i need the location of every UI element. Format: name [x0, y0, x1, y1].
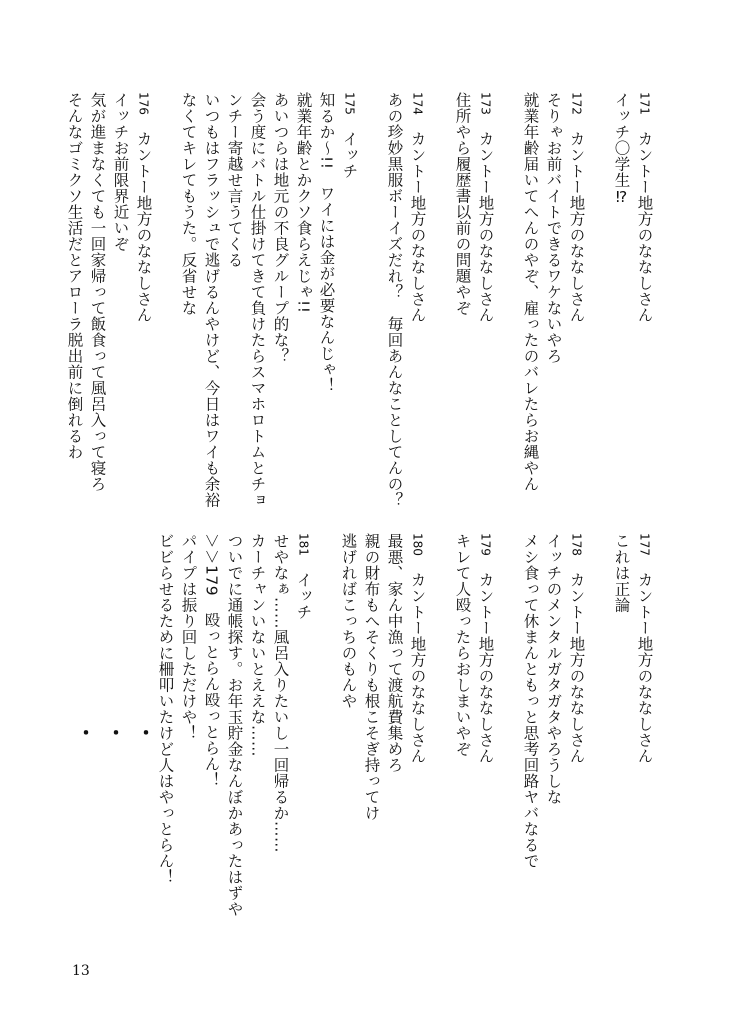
post-175-header	[341, 92, 357, 179]
post-180-header	[409, 533, 425, 764]
post-179-header	[477, 533, 493, 764]
post-number: 178	[569, 533, 584, 556]
poster-name: カントー地方のななしさん	[476, 130, 495, 323]
post-176-line: 気が進まなくても一回家帰って飯食って風呂入って寝ろ	[88, 92, 107, 492]
post-176-line: そんなゴミクソ生活だとアローラ脱出前に倒れるわ	[65, 92, 84, 460]
post-173-header	[477, 92, 493, 323]
post-181-line: ＞＞179 殴っとらん殴っとらん！	[202, 533, 221, 789]
poster-name: カントー地方のななしさん	[134, 130, 153, 323]
post-number: 173	[478, 92, 493, 115]
poster-name: カントー地方のななしさん	[567, 130, 586, 323]
page-number: 13	[72, 963, 90, 979]
poster-name: カントー地方のななしさん	[408, 571, 427, 764]
post-180-line: 逃げればこっちのもんや	[339, 533, 358, 709]
post-174-line: あの珍妙黒服ボーイズだれ？ 毎回あんなことしてんの？	[385, 92, 404, 508]
post-172-line: 就業年齢届いてへんのやぞ、雇ったのバレたらお縄やん	[521, 92, 540, 492]
poster-name: カントー地方のななしさん	[635, 130, 654, 323]
post-179-line: キレて人殴ったらおしまいやぞ	[453, 533, 472, 757]
poster-name: カントー地方のななしさん	[476, 571, 495, 764]
post-176-line: イッチお前限界近いぞ	[111, 92, 130, 252]
post-number: 175	[342, 92, 357, 115]
post-175-line: いつもはフラッシュで逃げるんやけど、今日はワイも余裕	[202, 92, 221, 508]
post-172-line: そりゃお前バイトできるワケないやろ	[544, 92, 563, 364]
post-number: 172	[569, 92, 584, 115]
post-172-header	[568, 92, 584, 323]
post-173-line: 住所やら履歴書以前の問題やぞ	[453, 92, 472, 316]
post-178-line: メシ食って休まんともっと思考回路ヤバなるで	[521, 533, 540, 869]
post-181-line: ビビらせるために柵叩いたけど人はやっとらん！	[156, 533, 175, 885]
post-177-header	[636, 533, 652, 764]
post-175-line: 就業年齢とかクソ食らえじゃ!!	[294, 92, 313, 314]
post-181-header	[295, 533, 311, 620]
post-175-line: 会う度にバトル仕掛けてきて負けたらスマホロトムとチョ	[248, 92, 267, 508]
post-number: 179	[478, 533, 493, 556]
post-175-line: ンチー寄越せ言うてくる	[225, 92, 244, 268]
post-181-line: せやなぁ……風呂入りたいし一回帰るか……	[271, 533, 290, 853]
post-number: 176	[136, 92, 151, 115]
post-175-line: あいつらは地元の不良グループ的な？	[271, 92, 290, 364]
post-171-line: イッチ〇学生⁉	[612, 92, 631, 207]
post-171-header	[636, 92, 652, 323]
post-number: 177	[637, 533, 652, 556]
post-176-header	[135, 92, 151, 323]
post-number: 181	[296, 533, 311, 556]
post-181-line: パイプは振り回しただけや！	[179, 533, 198, 741]
post-174-header	[409, 92, 425, 323]
post-178-header	[568, 533, 584, 764]
post-180-line: 親の財布もへそくりも根こそぎ持ってけ	[362, 533, 381, 821]
post-181-line: ついでに通帳探す。お年玉貯金なんぼかあったはずや	[225, 533, 244, 917]
poster-name: カントー地方のななしさん	[567, 571, 586, 764]
poster-name: カントー地方のななしさん	[408, 130, 427, 323]
post-181-line: カーチャンいないとええな……	[248, 533, 267, 757]
post-175-line: 知るか～!! ワイには金が必要なんじゃ！	[317, 92, 336, 394]
poster-name: イッチ	[294, 571, 313, 620]
post-175-line: なくてキレてもうた。反省せな	[179, 92, 198, 316]
poster-name: イッチ	[340, 130, 359, 179]
ellipsis-marks: ・・・	[76, 721, 166, 745]
post-number: 174	[410, 92, 425, 115]
post-178-line: イッチのメンタルガタガタやろうしな	[544, 533, 563, 805]
post-number: 171	[637, 92, 652, 115]
post-number: 180	[410, 533, 425, 556]
post-177-line: これは正論	[612, 533, 631, 613]
poster-name: カントー地方のななしさん	[635, 571, 654, 764]
post-180-line: 最悪、家ん中漁って渡航費集めろ	[385, 533, 404, 773]
